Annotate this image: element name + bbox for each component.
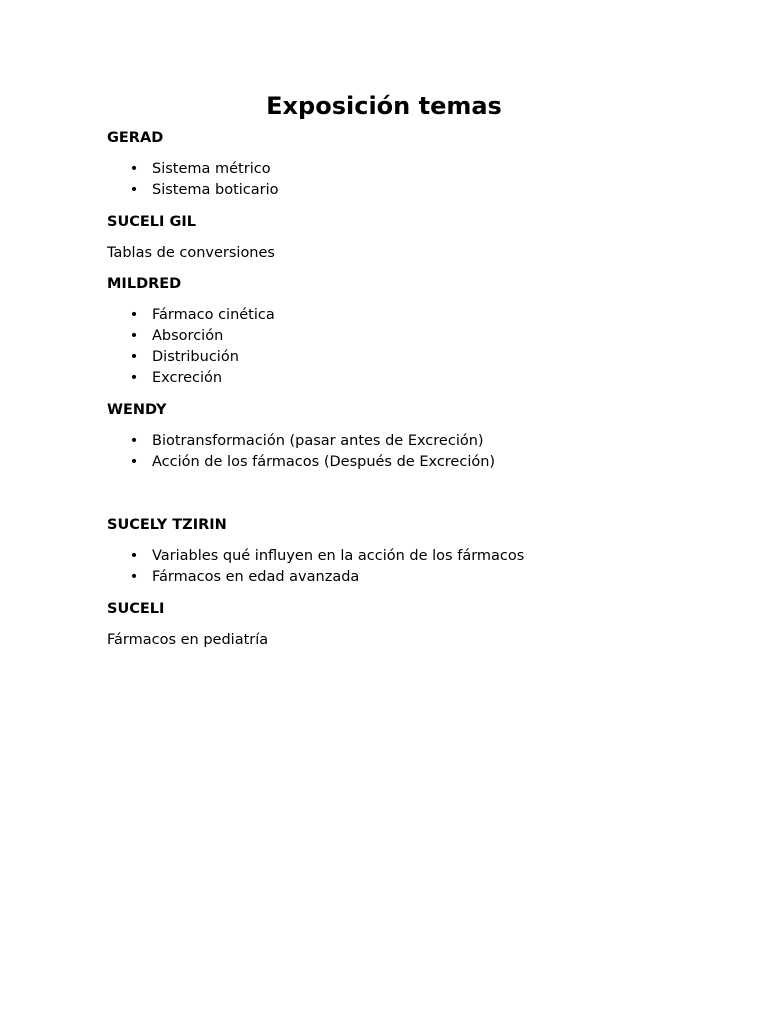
bullet-list: [107, 546, 661, 588]
list-item: [107, 452, 661, 473]
bullet-icon: •: [129, 433, 139, 449]
section-text: Fármacos en pediatría: [107, 632, 269, 648]
section-wendy: [107, 400, 661, 473]
bullet-list: [107, 305, 661, 389]
list-item-text: Sistema boticario: [152, 182, 279, 198]
list-item: [107, 180, 661, 201]
list-item: [107, 326, 661, 347]
section-text: Tablas de conversiones: [107, 245, 275, 261]
list-item: [107, 431, 661, 452]
section-gerad: [107, 128, 661, 201]
section-mildred: [107, 274, 661, 389]
section-heading: SUCELI: [107, 601, 165, 617]
list-item: [107, 546, 661, 567]
list-item: [107, 305, 661, 326]
bullet-icon: •: [129, 569, 139, 585]
list-item: [107, 347, 661, 368]
list-item-text: Absorción: [152, 328, 224, 344]
list-item: [107, 567, 661, 588]
section-heading: GERAD: [107, 130, 164, 146]
section-heading: SUCELY TZIRIN: [107, 517, 227, 533]
bullet-icon: •: [129, 349, 139, 365]
bullet-icon: •: [129, 161, 139, 177]
list-item-text: Biotransformación (pasar antes de Excreción): [152, 433, 484, 449]
section-heading: WENDY: [107, 402, 167, 418]
bullet-icon: •: [129, 307, 139, 323]
document-page: [107, 88, 661, 661]
document-title: Exposición temas: [266, 92, 502, 120]
section-heading: SUCELI GIL: [107, 214, 196, 230]
bullet-icon: •: [129, 548, 139, 564]
bullet-icon: •: [129, 182, 139, 198]
list-item-text: Distribución: [152, 349, 239, 365]
list-item-text: Excreción: [152, 370, 223, 386]
bullet-icon: •: [129, 328, 139, 344]
bullet-icon: •: [129, 454, 139, 470]
list-item-text: Acción de los fármacos (Después de Excreción): [152, 454, 496, 470]
list-item: [107, 368, 661, 389]
section-suceli: [107, 599, 661, 650]
section-heading: MILDRED: [107, 276, 182, 292]
bullet-list: [107, 159, 661, 201]
list-item: [107, 159, 661, 180]
list-item-text: Variables qué influyen en la acción de los fármacos: [152, 548, 525, 564]
bullet-icon: •: [129, 370, 139, 386]
section-sucely-tzirin: [107, 515, 661, 588]
list-item-text: Fármaco cinética: [152, 307, 275, 323]
list-item-text: Fármacos en edad avanzada: [152, 569, 360, 585]
bullet-list: [107, 431, 661, 473]
section-suceli-gil: [107, 212, 661, 263]
blank-line: [107, 484, 661, 515]
list-item-text: Sistema métrico: [152, 161, 271, 177]
